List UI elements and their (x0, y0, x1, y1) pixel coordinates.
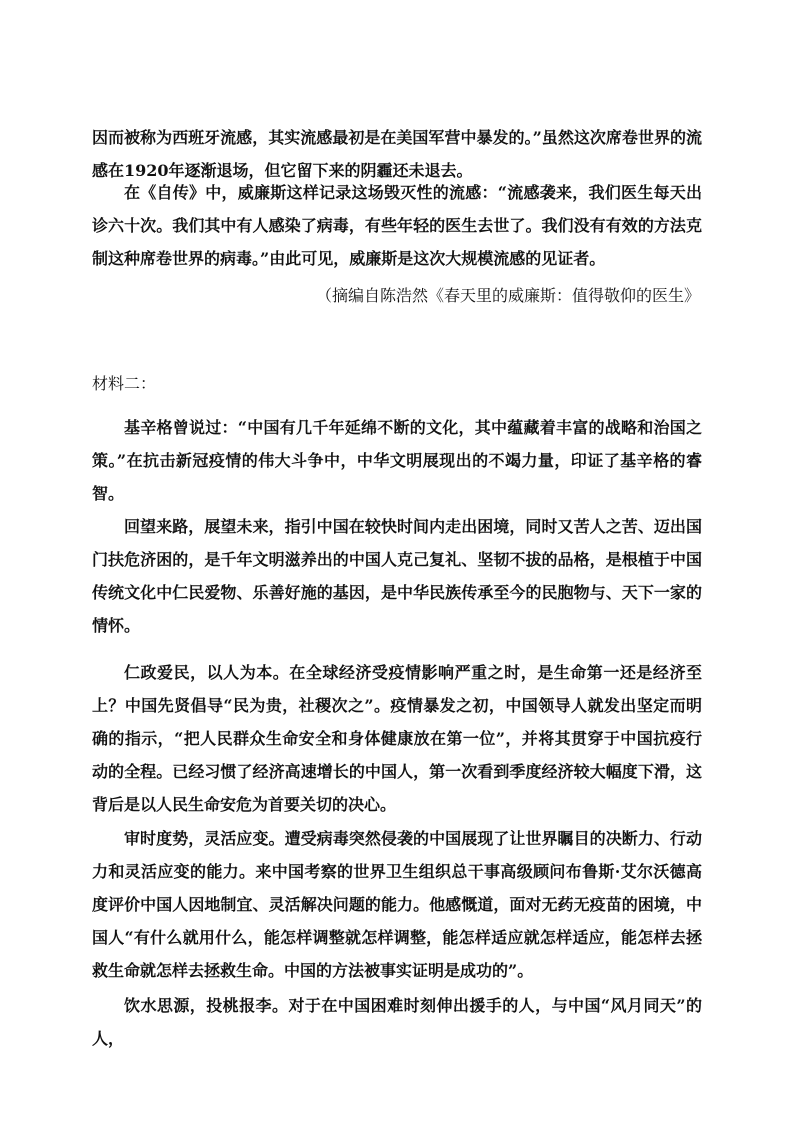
paragraph-flexible-response: 审时度势，灵活应变。遭受病毒突然侵袭的中国展现了让世界瞩目的决断力、行动力和灵活应变的能力。来中国考察的世界卫生组织总干事高级顾问布鲁斯·艾尔沃德高度评价中国人因地制宜、灵活解决问题的能力。他感慨道，面对无药无疫苗的困境，中国人“有什么就用什么，能怎样调整就怎样调整，能怎样适应就怎样适应，能怎样去拯救生命就怎样去拯救生命。中国的方法被事实证明是成功的”。 (92, 829, 702, 980)
paragraph-people-first: 仁政爱民，以人为本。在全球经济受疫情影响严重之时，是生命第一还是经济至上？中国先贤倡导“民为贵，社稷次之”。疫情暴发之初，中国领导人就发出坚定而明确的指示，“把人民群众生命安全和身体健康放在第一位”，并将其贯穿于中国抗疫行动的全程。已经习惯了经济高速增长的中国人，第一次看到季度经济较大幅度下滑，这背后是以人民生命安危为首要关切的决心。 (92, 663, 702, 814)
material-two-heading: 材料二： (92, 374, 157, 393)
paragraph-autobiography: 在《自传》中，威廉斯这样记录这场毁灭性的流感：“流感袭来，我们医生每天出诊六十次。我们其中有人感染了病毒，有些年轻的医生去世了。我们没有有效的方法克制这种席卷世界的病毒。”由此可见，威廉斯是这次大规模流感的见证者。 (92, 183, 702, 268)
paragraph-kissinger: 基辛格曾说过：“中国有几千年延绵不断的文化，其中蕴藏着丰富的战略和治国之策。”在抗击新冠疫情的伟大斗争中，中华文明展现出的不竭力量，印证了基辛格的睿智。 (92, 418, 702, 503)
paragraph-flu-origin: 因而被称为西班牙流感，其实流感最初是在美国军营中暴发的。”虽然这次席卷世界的流感在1920年逐渐退场，但它留下来的阴霾还未退去。 (92, 128, 702, 180)
source-citation: （摘编自陈浩然《春天里的威廉斯：值得敬仰的医生》 (315, 286, 700, 305)
paragraph-looking-back: 回望来路，展望未来，指引中国在较快时间内走出困境，同时又苦人之苦、迈出国门扶危济困的，是千年文明滋养出的中国人克己复礼、坚韧不拔的品格，是根植于中国传统文化中仁民爱物、乐善好施的基因，是中华民族传承至今的民胞物与、天下一家的情怀。 (92, 517, 702, 635)
paragraph-gratitude: 饮水思源，投桃报李。对于在中国困难时刻伸出援手的人，与中国“风月同天”的人， (92, 996, 702, 1048)
